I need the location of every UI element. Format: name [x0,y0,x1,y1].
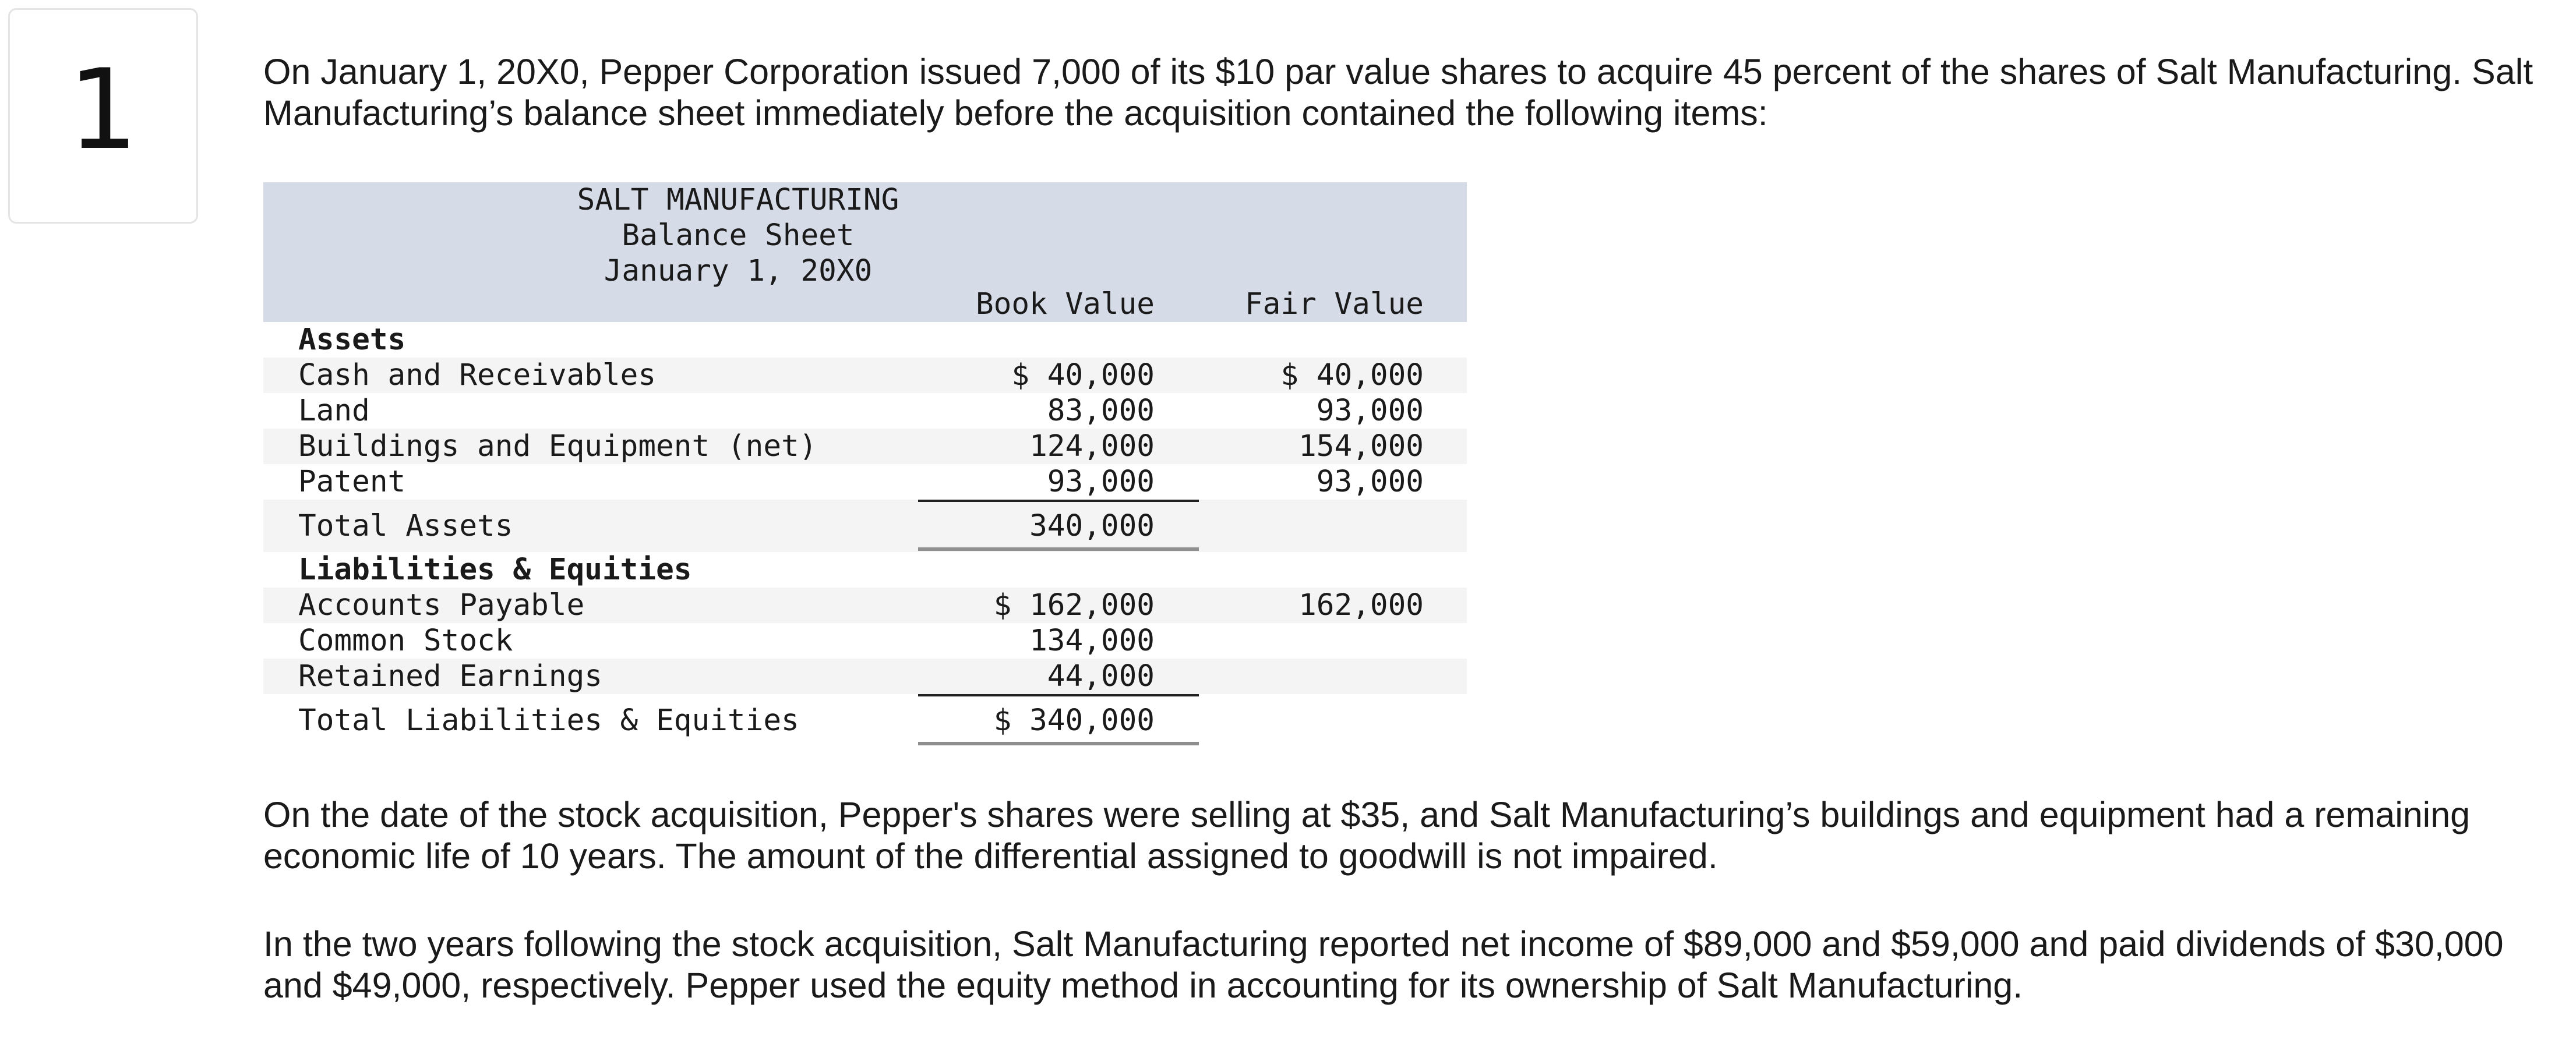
liabilities-heading: Liabilities & Equities [298,553,692,587]
common-stock-book-value: 134,000 [1029,624,1155,658]
row-label-total-assets: Total Assets [298,509,513,543]
accounts-payable-book-value: $ 162,000 [993,588,1155,622]
statement-date: January 1, 20X0 [604,254,873,288]
patent-book-value: 93,000 [1047,465,1155,499]
cash-book-value: $ 40,000 [1011,358,1155,392]
col-header-fair-value: Fair Value [1244,287,1424,321]
patent-fair-value: 93,000 [1316,465,1424,499]
question-number-box [8,8,198,224]
buildings-book-value: 124,000 [1029,429,1155,464]
row-label-retained-earnings: Retained Earnings [298,659,602,694]
land-book-value: 83,000 [1047,394,1155,428]
retained-earnings-book-value: 44,000 [1047,659,1155,694]
balance-sheet-table [263,182,1467,750]
cash-fair-value: $ 40,000 [1280,358,1424,392]
col-header-book-value: Book Value [975,287,1155,321]
row-label-cash: Cash and Receivables [298,358,657,392]
statement-title: Balance Sheet [622,218,855,253]
company-name: SALT MANUFACTURING [577,183,899,217]
total-assets-book-value: 340,000 [1029,509,1155,543]
row-label-land: Land [298,394,370,428]
assets-heading: Assets [298,323,406,357]
question-number: 1 [68,45,139,174]
buildings-fair-value: 154,000 [1298,429,1424,464]
row-label-common-stock: Common Stock [298,624,513,658]
row-label-accounts-payable: Accounts Payable [298,588,585,622]
row-label-patent: Patent [298,465,406,499]
paragraph-share-price: On the date of the stock acquisition, Pepper's shares were selling at $35, and Salt Manufacturing’s buildings and equipment had a remaining economic life of 10 years. The amount of the differential assigned to goodwill is not impaired. [263,795,2471,876]
subtotal-rule [918,500,1199,502]
row-label-buildings: Buildings and Equipment (net) [298,429,817,464]
total-liabilities-book-value: $ 340,000 [993,703,1155,738]
total-rule [918,742,1199,745]
land-fair-value: 93,000 [1316,394,1424,428]
accounts-payable-fair-value: 162,000 [1298,588,1424,622]
problem-intro: On January 1, 20X0, Pepper Corporation issued 7,000 of its $10 par value shares to acquire 45 percent of the shares of Salt Manufacturing. Salt Manufacturing’s balance sheet immediately before the acquisition contained the following items: [263,52,2533,133]
total-rule [918,547,1199,551]
subtotal-rule [918,694,1199,696]
paragraph-net-income: In the two years following the stock acquisition, Salt Manufacturing reported net income of $89,000 and $59,000 and paid dividends of $30,000 and $49,000, respectively. Pepper used the equity method in accounting for its ownership of Salt Manufacturing. [263,924,2504,1005]
row-label-total-liabilities: Total Liabilities & Equities [298,703,799,738]
